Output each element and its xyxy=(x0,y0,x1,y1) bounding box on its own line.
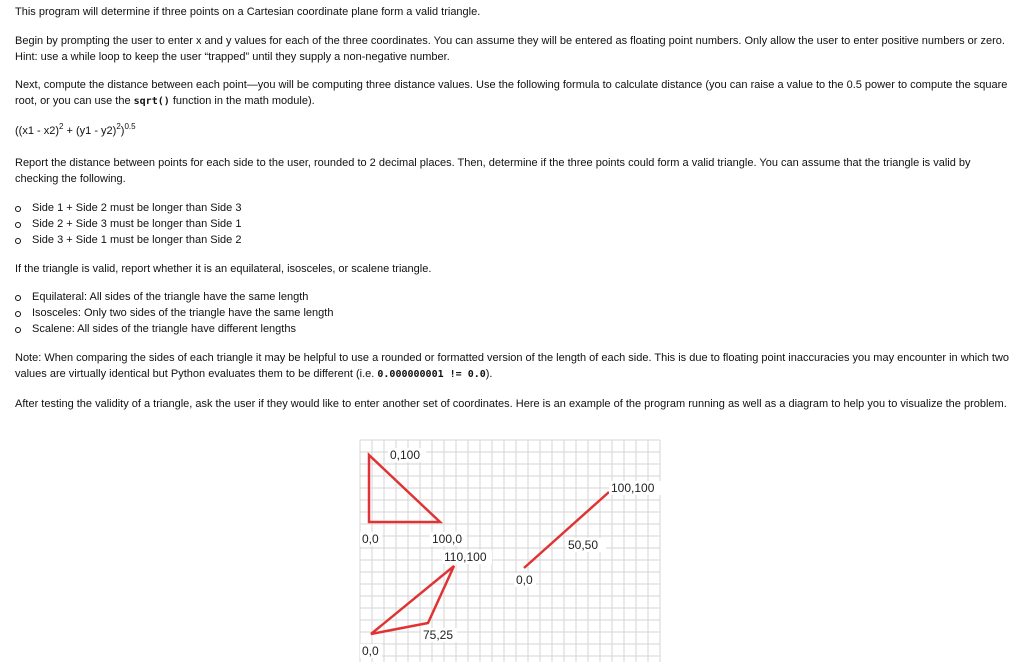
type-item: Isosceles: Only two sides of the triangle have the same length xyxy=(15,305,333,321)
label-t1-right: 100,0 xyxy=(432,532,463,546)
begin-paragraph: Begin by prompting the user to enter x and y values for each of the three coordinates. You can assume they will be entered as floating point numbers. Only allow the user to enter positive numbers or zero. Hint: use a while loop to keep the user “trapped” until they supply a non-negative number. xyxy=(15,35,1005,63)
label-t1-top: 0,100 xyxy=(390,448,421,462)
type-item: Equilateral: All sides of the triangle have the same length xyxy=(15,289,333,305)
rule-item: Side 2 + Side 3 must be longer than Side 1 xyxy=(15,216,241,232)
next-text-after: function in the math module). xyxy=(169,95,315,107)
after-testing-paragraph: After testing the validity of a triangle, ask the user if they would like to enter another set of coordinates. Here is an example of the program running as well as a diagram to help you to visualize the problem. xyxy=(15,398,1007,410)
label-line-origin: 0,0 xyxy=(516,573,533,587)
report-paragraph: Report the distance between points for each side to the user, rounded to 2 decimal places. Then, determine if the three points could form a valid triangle. You can assume that the triangle is valid by checking the following. xyxy=(15,157,971,185)
triangle-2 xyxy=(371,566,454,634)
label-line-mid: 50,50 xyxy=(568,538,599,552)
distance-formula xyxy=(15,123,136,139)
formula-sup3: 0.5 xyxy=(124,122,136,131)
formula-part1: ((x1 - x2) xyxy=(15,125,59,137)
label-t2-top: 110,100 xyxy=(444,550,487,564)
note-paragraph xyxy=(15,350,1010,383)
label-t2-mid: 75,25 xyxy=(423,628,454,642)
formula-sup1: 2 xyxy=(59,122,64,131)
label-t2-origin: 0,0 xyxy=(362,644,379,658)
label-line-top: 100,100 xyxy=(611,481,655,495)
formula-sup2: 2 xyxy=(116,122,121,131)
next-paragraph xyxy=(15,77,1010,110)
rules-list xyxy=(15,200,241,248)
intro-paragraph: This program will determine if three points on a Cartesian coordinate plane form a valid triangle. xyxy=(15,6,481,18)
formula-part2: + (y1 - y2) xyxy=(63,125,117,137)
note-text-before: Note: When comparing the sides of each triangle it may be helpful to use a rounded or formatted version of the length of each side. This is due to floating point inaccuracies you may encounter in which two values are virtually identical but Python evaluates them to be different (i.e. xyxy=(15,352,1010,380)
rule-item: Side 1 + Side 2 must be longer than Side 3 xyxy=(15,200,241,216)
formula-part3: ) xyxy=(120,125,125,137)
types-list xyxy=(15,289,333,337)
rule-item: Side 3 + Side 1 must be longer than Side 2 xyxy=(15,232,241,248)
sqrt-code: sqrt() xyxy=(133,96,170,107)
if-valid-paragraph: If the triangle is valid, report whether it is an equilateral, isosceles, or scalene triangle. xyxy=(15,263,432,275)
next-text-before: Next, compute the distance between each point—you will be computing three distance values. Use the following formula to calculate distance (you can raise a value to the 0.5 power to compute the square root, or you can use the xyxy=(15,79,1008,107)
note-text-after: ). xyxy=(485,368,493,380)
line-segment xyxy=(524,492,609,568)
label-t1-origin: 0,0 xyxy=(362,532,379,546)
note-code: 0.000000001 != 0.0 xyxy=(377,369,486,380)
type-item: Scalene: All sides of the triangle have different lengths xyxy=(15,321,333,337)
